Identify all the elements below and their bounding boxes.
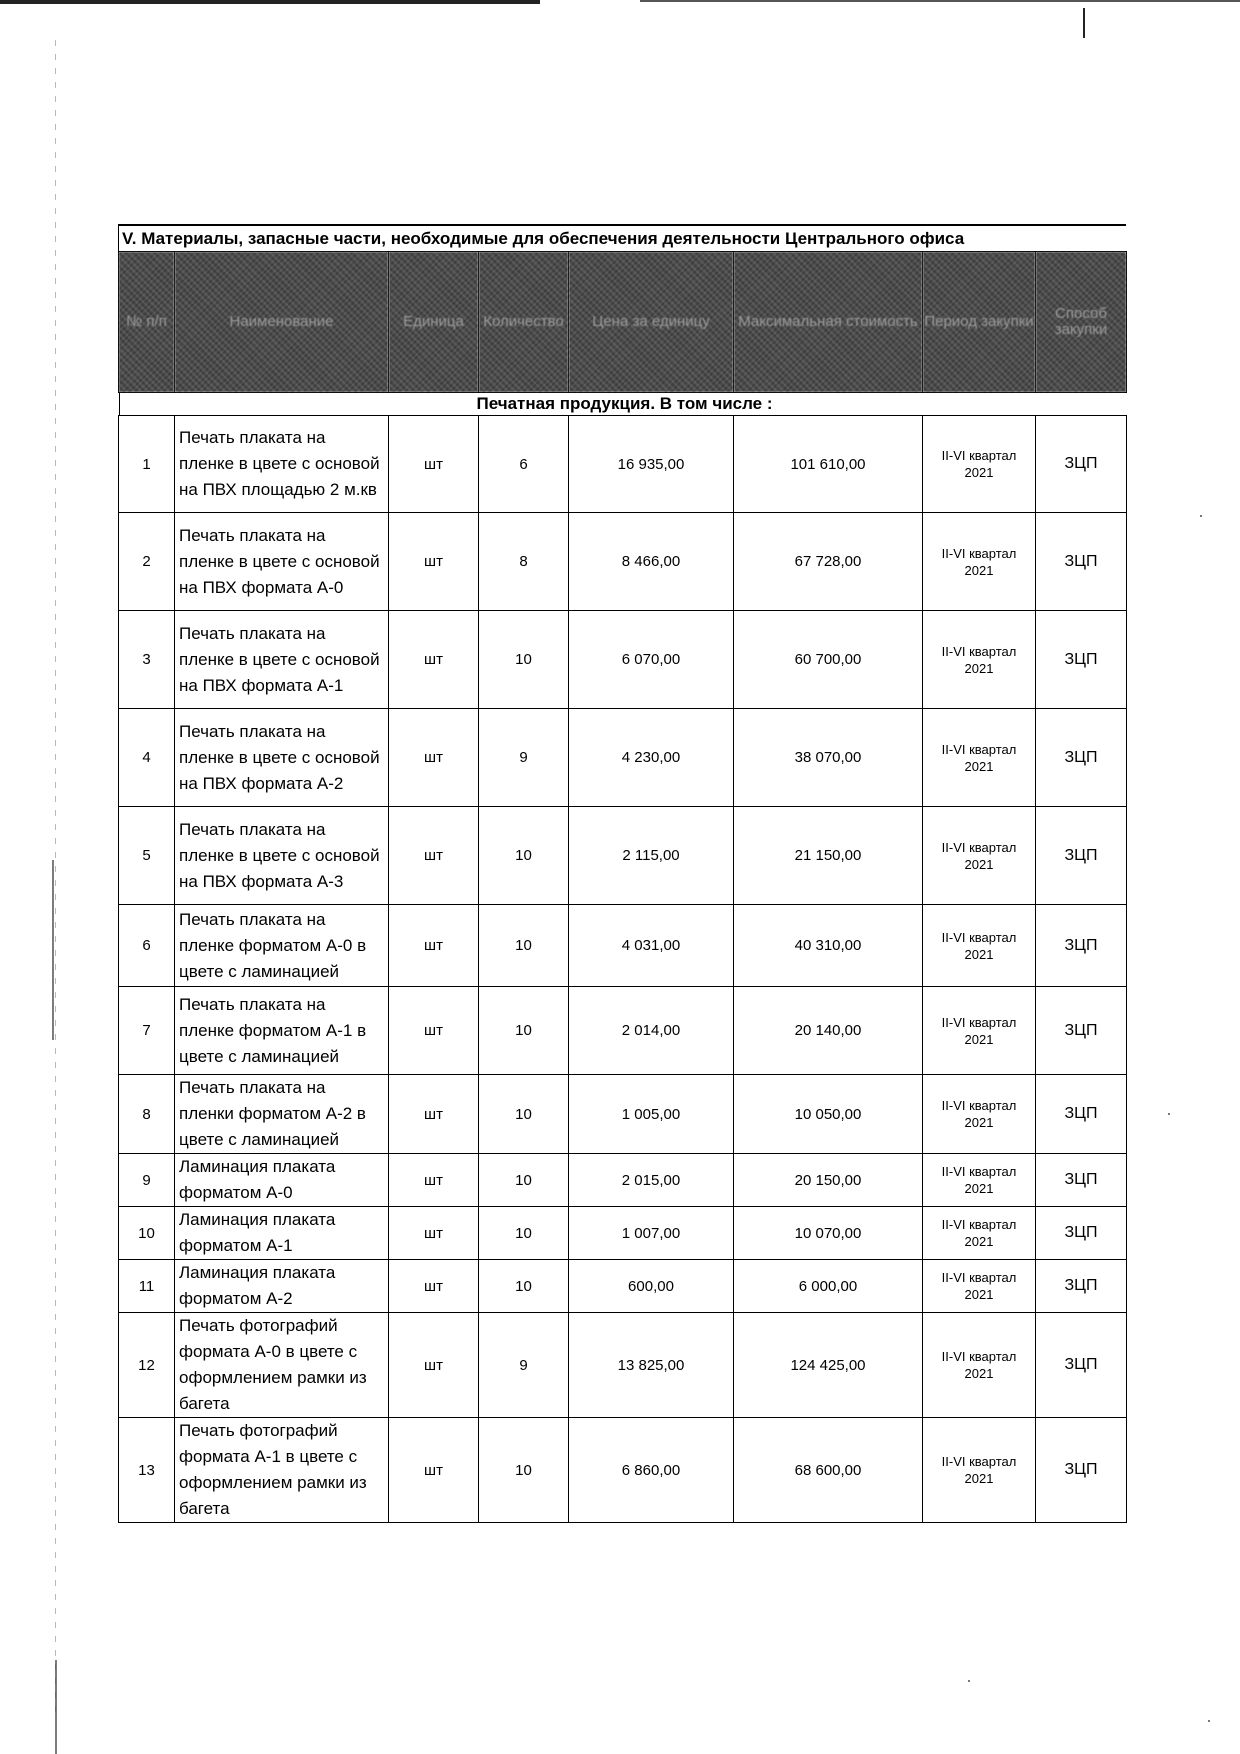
procurement-method-cell: ЗЦП: [1036, 1075, 1127, 1154]
unit-price-cell: 1 005,00: [569, 1075, 734, 1154]
item-name-cell: Печать плаката на пленке в цвете с основой на ПВХ площадью 2 м.кв: [175, 416, 389, 513]
header-cell: Период закупки: [923, 252, 1036, 393]
unit-price-cell: 2 014,00: [569, 987, 734, 1075]
table-row: [119, 1207, 1127, 1260]
scan-artifact: [52, 860, 54, 1040]
scan-speck: [968, 1680, 970, 1682]
total-cost-cell: 20 150,00: [734, 1154, 923, 1207]
procurement-method-cell: ЗЦП: [1036, 1154, 1127, 1207]
item-name-cell: Печать фотографий формата А-0 в цвете с оформлением рамки из багета: [175, 1313, 389, 1418]
row-number-cell: 3: [119, 611, 175, 709]
unit-cell: шт: [389, 1313, 479, 1418]
item-name-cell: Ламинация плаката форматом А-1: [175, 1207, 389, 1260]
quantity-cell: 10: [479, 1154, 569, 1207]
unit-price-cell: 2 115,00: [569, 807, 734, 905]
unit-price-cell: 1 007,00: [569, 1207, 734, 1260]
item-name-cell: Печать плаката на пленке в цвете с основой на ПВХ формата А-2: [175, 709, 389, 807]
period-cell: II-VI квартал 2021: [923, 807, 1036, 905]
unit-price-cell: 16 935,00: [569, 416, 734, 513]
header-cell: Способ закупки: [1036, 252, 1127, 393]
quantity-cell: 10: [479, 1075, 569, 1154]
row-number-cell: 2: [119, 513, 175, 611]
unit-cell: шт: [389, 416, 479, 513]
period-cell: II-VI квартал 2021: [923, 1313, 1036, 1418]
table-header: [119, 252, 1127, 393]
quantity-cell: 9: [479, 1313, 569, 1418]
period-cell: II-VI квартал 2021: [923, 611, 1036, 709]
scan-artifact: [55, 40, 56, 1720]
header-cell: Цена за единицу: [569, 252, 734, 393]
procurement-table: [118, 251, 1127, 1523]
scan-artifact: [0, 0, 540, 4]
period-cell: II-VI квартал 2021: [923, 1207, 1036, 1260]
unit-cell: шт: [389, 905, 479, 987]
quantity-cell: 8: [479, 513, 569, 611]
quantity-cell: 9: [479, 709, 569, 807]
total-cost-cell: 60 700,00: [734, 611, 923, 709]
table-row: [119, 1313, 1127, 1418]
total-cost-cell: 40 310,00: [734, 905, 923, 987]
table-body: [119, 416, 1127, 1523]
unit-cell: шт: [389, 513, 479, 611]
row-number-cell: 7: [119, 987, 175, 1075]
table-row: [119, 513, 1127, 611]
period-cell: II-VI квартал 2021: [923, 987, 1036, 1075]
total-cost-cell: 68 600,00: [734, 1418, 923, 1523]
total-cost-cell: 101 610,00: [734, 416, 923, 513]
period-cell: II-VI квартал 2021: [923, 1418, 1036, 1523]
procurement-method-cell: ЗЦП: [1036, 416, 1127, 513]
total-cost-cell: 38 070,00: [734, 709, 923, 807]
header-cell: № п/п: [119, 252, 175, 393]
table-row: [119, 611, 1127, 709]
item-name-cell: Ламинация плаката форматом А-2: [175, 1260, 389, 1313]
item-name-cell: Печать фотографий формата А-1 в цвете с оформлением рамки из багета: [175, 1418, 389, 1523]
period-cell: II-VI квартал 2021: [923, 1260, 1036, 1313]
scan-speck: [1200, 515, 1202, 517]
unit-cell: шт: [389, 1260, 479, 1313]
unit-price-cell: 2 015,00: [569, 1154, 734, 1207]
unit-price-cell: 4 230,00: [569, 709, 734, 807]
table-row: [119, 905, 1127, 987]
total-cost-cell: 21 150,00: [734, 807, 923, 905]
table-row: [119, 709, 1127, 807]
period-cell: II-VI квартал 2021: [923, 1075, 1036, 1154]
period-cell: II-VI квартал 2021: [923, 709, 1036, 807]
item-name-cell: Печать плаката на пленке форматом А-0 в цвете с ламинацией: [175, 905, 389, 987]
table-row: [119, 807, 1127, 905]
scan-artifact: [1083, 8, 1085, 38]
procurement-method-cell: ЗЦП: [1036, 987, 1127, 1075]
table-row: [119, 416, 1127, 513]
section-title: V. Материалы, запасные части, необходимые для обеспечения деятельности Центрального офиса: [118, 224, 1126, 251]
quantity-cell: 10: [479, 611, 569, 709]
header-cell: Единица: [389, 252, 479, 393]
procurement-method-cell: ЗЦП: [1036, 905, 1127, 987]
unit-cell: шт: [389, 611, 479, 709]
unit-cell: шт: [389, 1207, 479, 1260]
row-number-cell: 4: [119, 709, 175, 807]
total-cost-cell: 10 050,00: [734, 1075, 923, 1154]
total-cost-cell: 10 070,00: [734, 1207, 923, 1260]
procurement-method-cell: ЗЦП: [1036, 1260, 1127, 1313]
item-name-cell: Печать плаката на пленки форматом А-2 в цвете с ламинацией: [175, 1075, 389, 1154]
total-cost-cell: 124 425,00: [734, 1313, 923, 1418]
unit-price-cell: 6 860,00: [569, 1418, 734, 1523]
document-page: [118, 224, 1126, 1523]
group-title: Печатная продукция. В том числе :: [119, 393, 1127, 415]
unit-cell: шт: [389, 807, 479, 905]
item-name-cell: Ламинация плаката форматом А-0: [175, 1154, 389, 1207]
item-name-cell: Печать плаката на пленке форматом А-1 в цвете с ламинацией: [175, 987, 389, 1075]
header-cell: Количество: [479, 252, 569, 393]
quantity-cell: 10: [479, 1260, 569, 1313]
row-number-cell: 12: [119, 1313, 175, 1418]
procurement-method-cell: ЗЦП: [1036, 1418, 1127, 1523]
quantity-cell: 10: [479, 905, 569, 987]
header-cell: Наименование: [175, 252, 389, 393]
item-name-cell: Печать плаката на пленке в цвете с основой на ПВХ формата А-1: [175, 611, 389, 709]
row-number-cell: 5: [119, 807, 175, 905]
quantity-cell: 10: [479, 987, 569, 1075]
row-number-cell: 8: [119, 1075, 175, 1154]
unit-price-cell: 4 031,00: [569, 905, 734, 987]
row-number-cell: 1: [119, 416, 175, 513]
total-cost-cell: 67 728,00: [734, 513, 923, 611]
row-number-cell: 9: [119, 1154, 175, 1207]
quantity-cell: 10: [479, 807, 569, 905]
total-cost-cell: 20 140,00: [734, 987, 923, 1075]
procurement-method-cell: ЗЦП: [1036, 1207, 1127, 1260]
procurement-method-cell: ЗЦП: [1036, 1313, 1127, 1418]
period-cell: II-VI квартал 2021: [923, 1154, 1036, 1207]
unit-cell: шт: [389, 1075, 479, 1154]
unit-price-cell: 13 825,00: [569, 1313, 734, 1418]
unit-price-cell: 6 070,00: [569, 611, 734, 709]
quantity-cell: 10: [479, 1418, 569, 1523]
period-cell: II-VI квартал 2021: [923, 513, 1036, 611]
procurement-method-cell: ЗЦП: [1036, 807, 1127, 905]
unit-price-cell: 600,00: [569, 1260, 734, 1313]
item-name-cell: Печать плаката на пленке в цвете с основой на ПВХ формата А-3: [175, 807, 389, 905]
header-cell: Максимальная стоимость: [734, 252, 923, 393]
quantity-cell: 6: [479, 416, 569, 513]
row-number-cell: 13: [119, 1418, 175, 1523]
unit-cell: шт: [389, 987, 479, 1075]
unit-cell: шт: [389, 1418, 479, 1523]
row-number-cell: 10: [119, 1207, 175, 1260]
procurement-method-cell: ЗЦП: [1036, 611, 1127, 709]
quantity-cell: 10: [479, 1207, 569, 1260]
period-cell: II-VI квартал 2021: [923, 416, 1036, 513]
procurement-method-cell: ЗЦП: [1036, 709, 1127, 807]
unit-cell: шт: [389, 1154, 479, 1207]
item-name-cell: Печать плаката на пленке в цвете с основой на ПВХ формата А-0: [175, 513, 389, 611]
procurement-method-cell: ЗЦП: [1036, 513, 1127, 611]
period-cell: II-VI квартал 2021: [923, 905, 1036, 987]
table-row: [119, 1075, 1127, 1154]
scan-artifact: [640, 0, 1240, 2]
unit-price-cell: 8 466,00: [569, 513, 734, 611]
row-number-cell: 11: [119, 1260, 175, 1313]
table-row: [119, 987, 1127, 1075]
scan-speck: [1208, 1720, 1210, 1722]
table-row: [119, 1418, 1127, 1523]
row-number-cell: 6: [119, 905, 175, 987]
table-row: [119, 1260, 1127, 1313]
table-row: [119, 1154, 1127, 1207]
total-cost-cell: 6 000,00: [734, 1260, 923, 1313]
scan-artifact: [55, 1660, 57, 1754]
scan-speck: [1168, 1113, 1170, 1115]
unit-cell: шт: [389, 709, 479, 807]
